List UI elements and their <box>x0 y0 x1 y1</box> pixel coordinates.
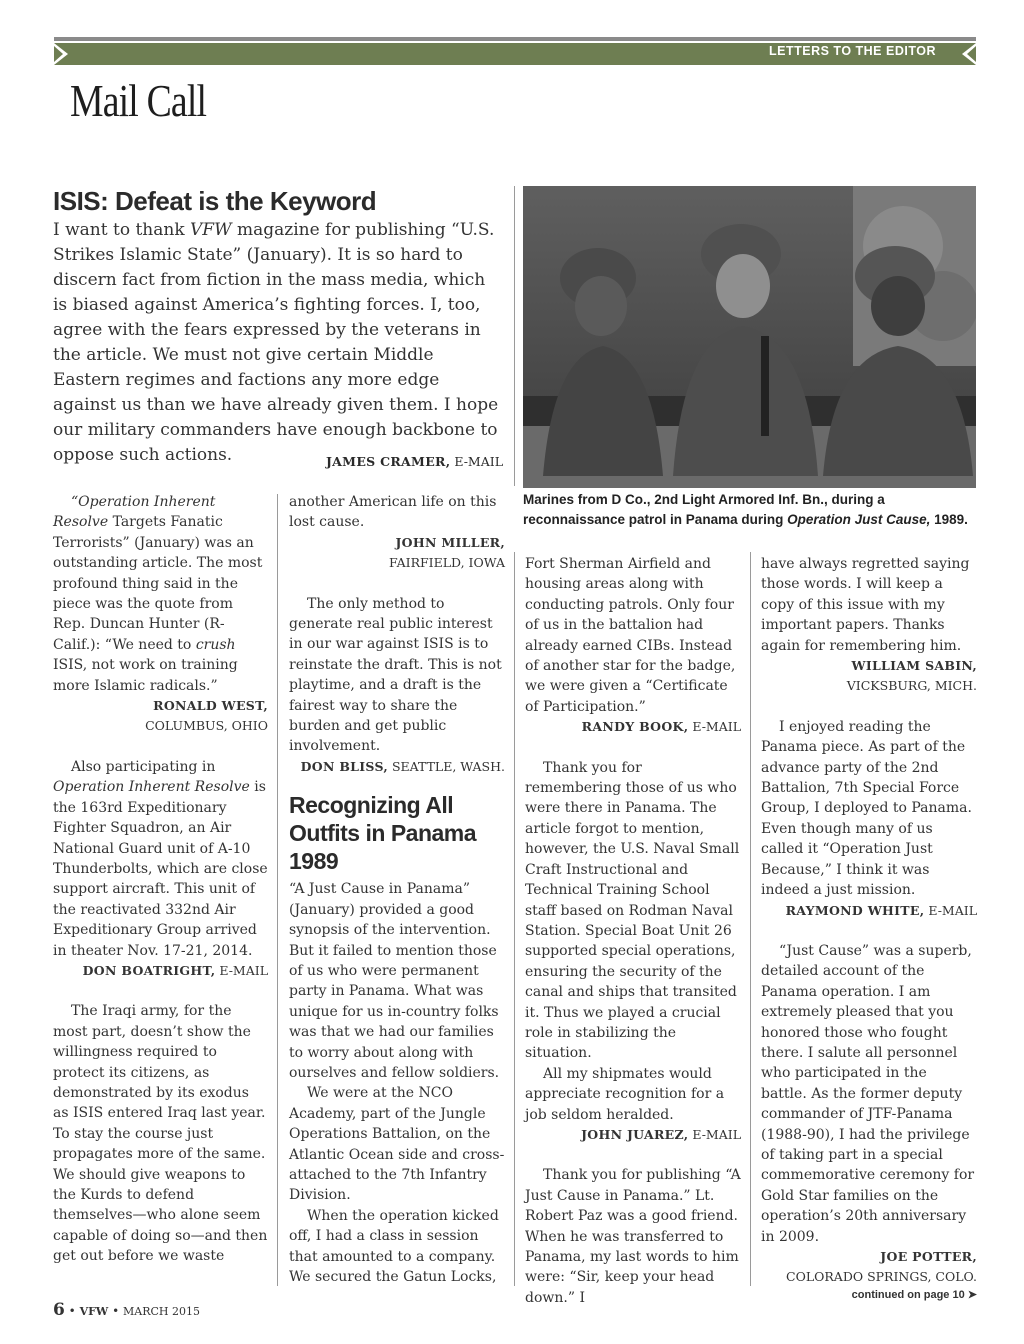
lead-headline: ISIS: Defeat is the Keyword <box>53 186 377 216</box>
letter-location: FAIRFIELD, IOWA <box>389 555 505 571</box>
column-2 <box>289 492 505 1287</box>
column-rule <box>514 186 515 486</box>
issue-date: MARCH 2015 <box>123 1305 201 1318</box>
lead-letter-body: I want to thank VFW magazine for publishing “U.S. Strikes Islamic State” (January). It is so hard to discern fact from fiction in the mass media, which is biased against America’s fighting forces. I, too, agree with the fears expressed by the veterans in the article. We must not give certain Middle Eastern regimes and factions any more edge against us than we have already given them. I hope our military commanders have enough backbone to oppose such actions. <box>53 220 499 465</box>
letter-body: The Iraqi army, for the most part, doesn’t show the willingness required to protect its citizens, as demonstrated by its exodus as ISIS entered Iraq last year. To stay the course just propagates more of the same. We should give weapons to the Kurds to defend themselves—who alone seem capable of doing so—and then get out before we waste <box>53 1003 268 1265</box>
letter-body: The only method to generate real public interest in our war against ISIS is to reinstate the draft. This is not playtime, and a draft is the fairest way to share the burden and get public involvement. <box>289 595 502 755</box>
letter-signature: JOE POTTER, <box>880 1249 977 1264</box>
arrow-right-icon: ➤ <box>967 1288 977 1301</box>
letter-body: have always regretted saying those words. I will keep a copy of this issue with my important papers. Thanks again for remembering him. <box>761 556 970 654</box>
letter-body: I enjoyed reading the Panama piece. As part of the advance party of the 2nd Battalion, 7th Special Force Group, I deployed to Panama. Even though many of us called it “Operation Just Because,” I think it was indeed a just mission. <box>761 718 972 899</box>
letter-signature: WILLIAM SABIN, <box>851 658 977 674</box>
letter-body: When the operation kicked off, I had a class in session that amounted to a company. We secured the Gatun Locks, <box>289 1207 499 1285</box>
column-rule <box>514 552 515 1286</box>
letter-location: COLORADO SPRINGS, COLO. <box>786 1269 977 1285</box>
continued-link[interactable]: continued on page 10 ➤ <box>851 1288 977 1301</box>
letter-signature: DON BLISS, SEATTLE, WASH. <box>300 758 505 774</box>
column-3 <box>525 554 741 1308</box>
column-1 <box>53 492 268 1267</box>
photo-illustration <box>523 186 976 488</box>
letter-location: VICKSBURG, MICH. <box>846 678 977 694</box>
letter-body: Fort Sherman Airfield and housing areas along with conducting patrols. Only four of us in the battalion had already earned CIBs. Instead of another star for the badge, we were given a “Certificate of Participation.” <box>525 556 736 715</box>
page-footer: 6 • VFW • MARCH 2015 <box>53 1300 201 1320</box>
letter-signature: RONALD WEST, <box>153 698 268 714</box>
letter-body: All my shipmates would appreciate recognition for a job seldom heralded. <box>525 1065 725 1123</box>
subhead: Recognizing All Outfits in Panama 1989 <box>289 792 477 875</box>
section-title: Mail Call <box>70 75 207 126</box>
marines-photo <box>523 186 976 488</box>
section-banner <box>54 37 976 67</box>
lead-signature: JAMES CRAMER, E-MAIL <box>325 454 503 469</box>
column-4 <box>761 554 977 1302</box>
letter-body: Thank you for remembering those of us who were there in Panama. The article forgot to mention, however, the U.S. Naval Small Craft Instructional and Technical Training School staff based on Rodman Naval Station. Special Boat Unit 26 supported special operations, ensuring the security of the canal and ships that transited it. Thus we played a crucial role in stabilizing the situation. <box>525 759 740 1062</box>
letter-body: “Operation Inherent Resolve Targets Fanatic Terrorists” (January) was an outstanding article. The most profound thing said in the piece was the quote from Rep. Duncan Hunter (R-Calif.): “We need to crush ISIS, not work on training more Islamic radicals.” <box>53 494 263 694</box>
letter-body: another American life on this lost cause. <box>289 494 497 531</box>
letter-signature: RANDY BOOK, E-MAIL <box>581 719 741 735</box>
letter-signature: RAYMOND WHITE, E-MAIL <box>785 902 977 918</box>
letter-body: “A Just Cause in Panama” (January) provided a good synopsis of the intervention. But it failed to mention those of us who were permanent party in Panama. What was unique for us in-country folks was that we had our families to worry about along with ourselves and fellow soldiers. <box>289 881 500 1081</box>
letter-signature: DON BOATRIGHT, E-MAIL <box>82 962 268 978</box>
letter-body: We were at the NCO Academy, part of the Jungle Operations Battalion, on the Atlantic Ocean side and cross-attached to the 7th Infantry Division. <box>289 1085 505 1204</box>
letter-body: “Just Cause” was a superb, detailed account of the Panama operation. I am extremely pleased that you honored those who fought there. I salute all personnel who participated in the battle. As the former deputy commander of JTF-Panama (1988-90), I had the privilege of taking part in a special commemorative ceremony for Gold Star families on the operation’s 20th anniversary in 2009. <box>761 942 975 1245</box>
column-rule <box>750 552 751 1286</box>
column-rule <box>277 494 278 1286</box>
letter-location: COLUMBUS, OHIO <box>145 718 268 734</box>
letter-signature: JOHN MILLER, <box>395 534 505 550</box>
letter-signature: JOHN JUAREZ, E-MAIL <box>581 1126 741 1142</box>
letter-body: Thank you for publishing “A Just Cause in Panama.” Lt. Robert Paz was a good friend. When he was transferred to Panama, my last words to him were: “Sir, keep your head down.” I <box>525 1167 741 1306</box>
page-number: 6 <box>53 1300 65 1320</box>
magazine-name: VFW <box>79 1305 109 1318</box>
photo-caption: Marines from D Co., 2nd Light Armored Inf. Bn., during a reconnaissance patrol in Panama during Operation Just Cause, 1989. <box>523 492 968 527</box>
banner-label: LETTERS TO THE EDITOR <box>769 44 936 58</box>
letter-body: Also participating in Operation Inherent Resolve is the 163rd Expeditionary Fighter Squadron, an Air National Guard unit of A-10 Thunderbolts, which are close support aircraft. This unit of the reactivated 332nd Air Expeditionary Group arrived in theater Nov. 17-21, 2014. <box>53 758 268 959</box>
